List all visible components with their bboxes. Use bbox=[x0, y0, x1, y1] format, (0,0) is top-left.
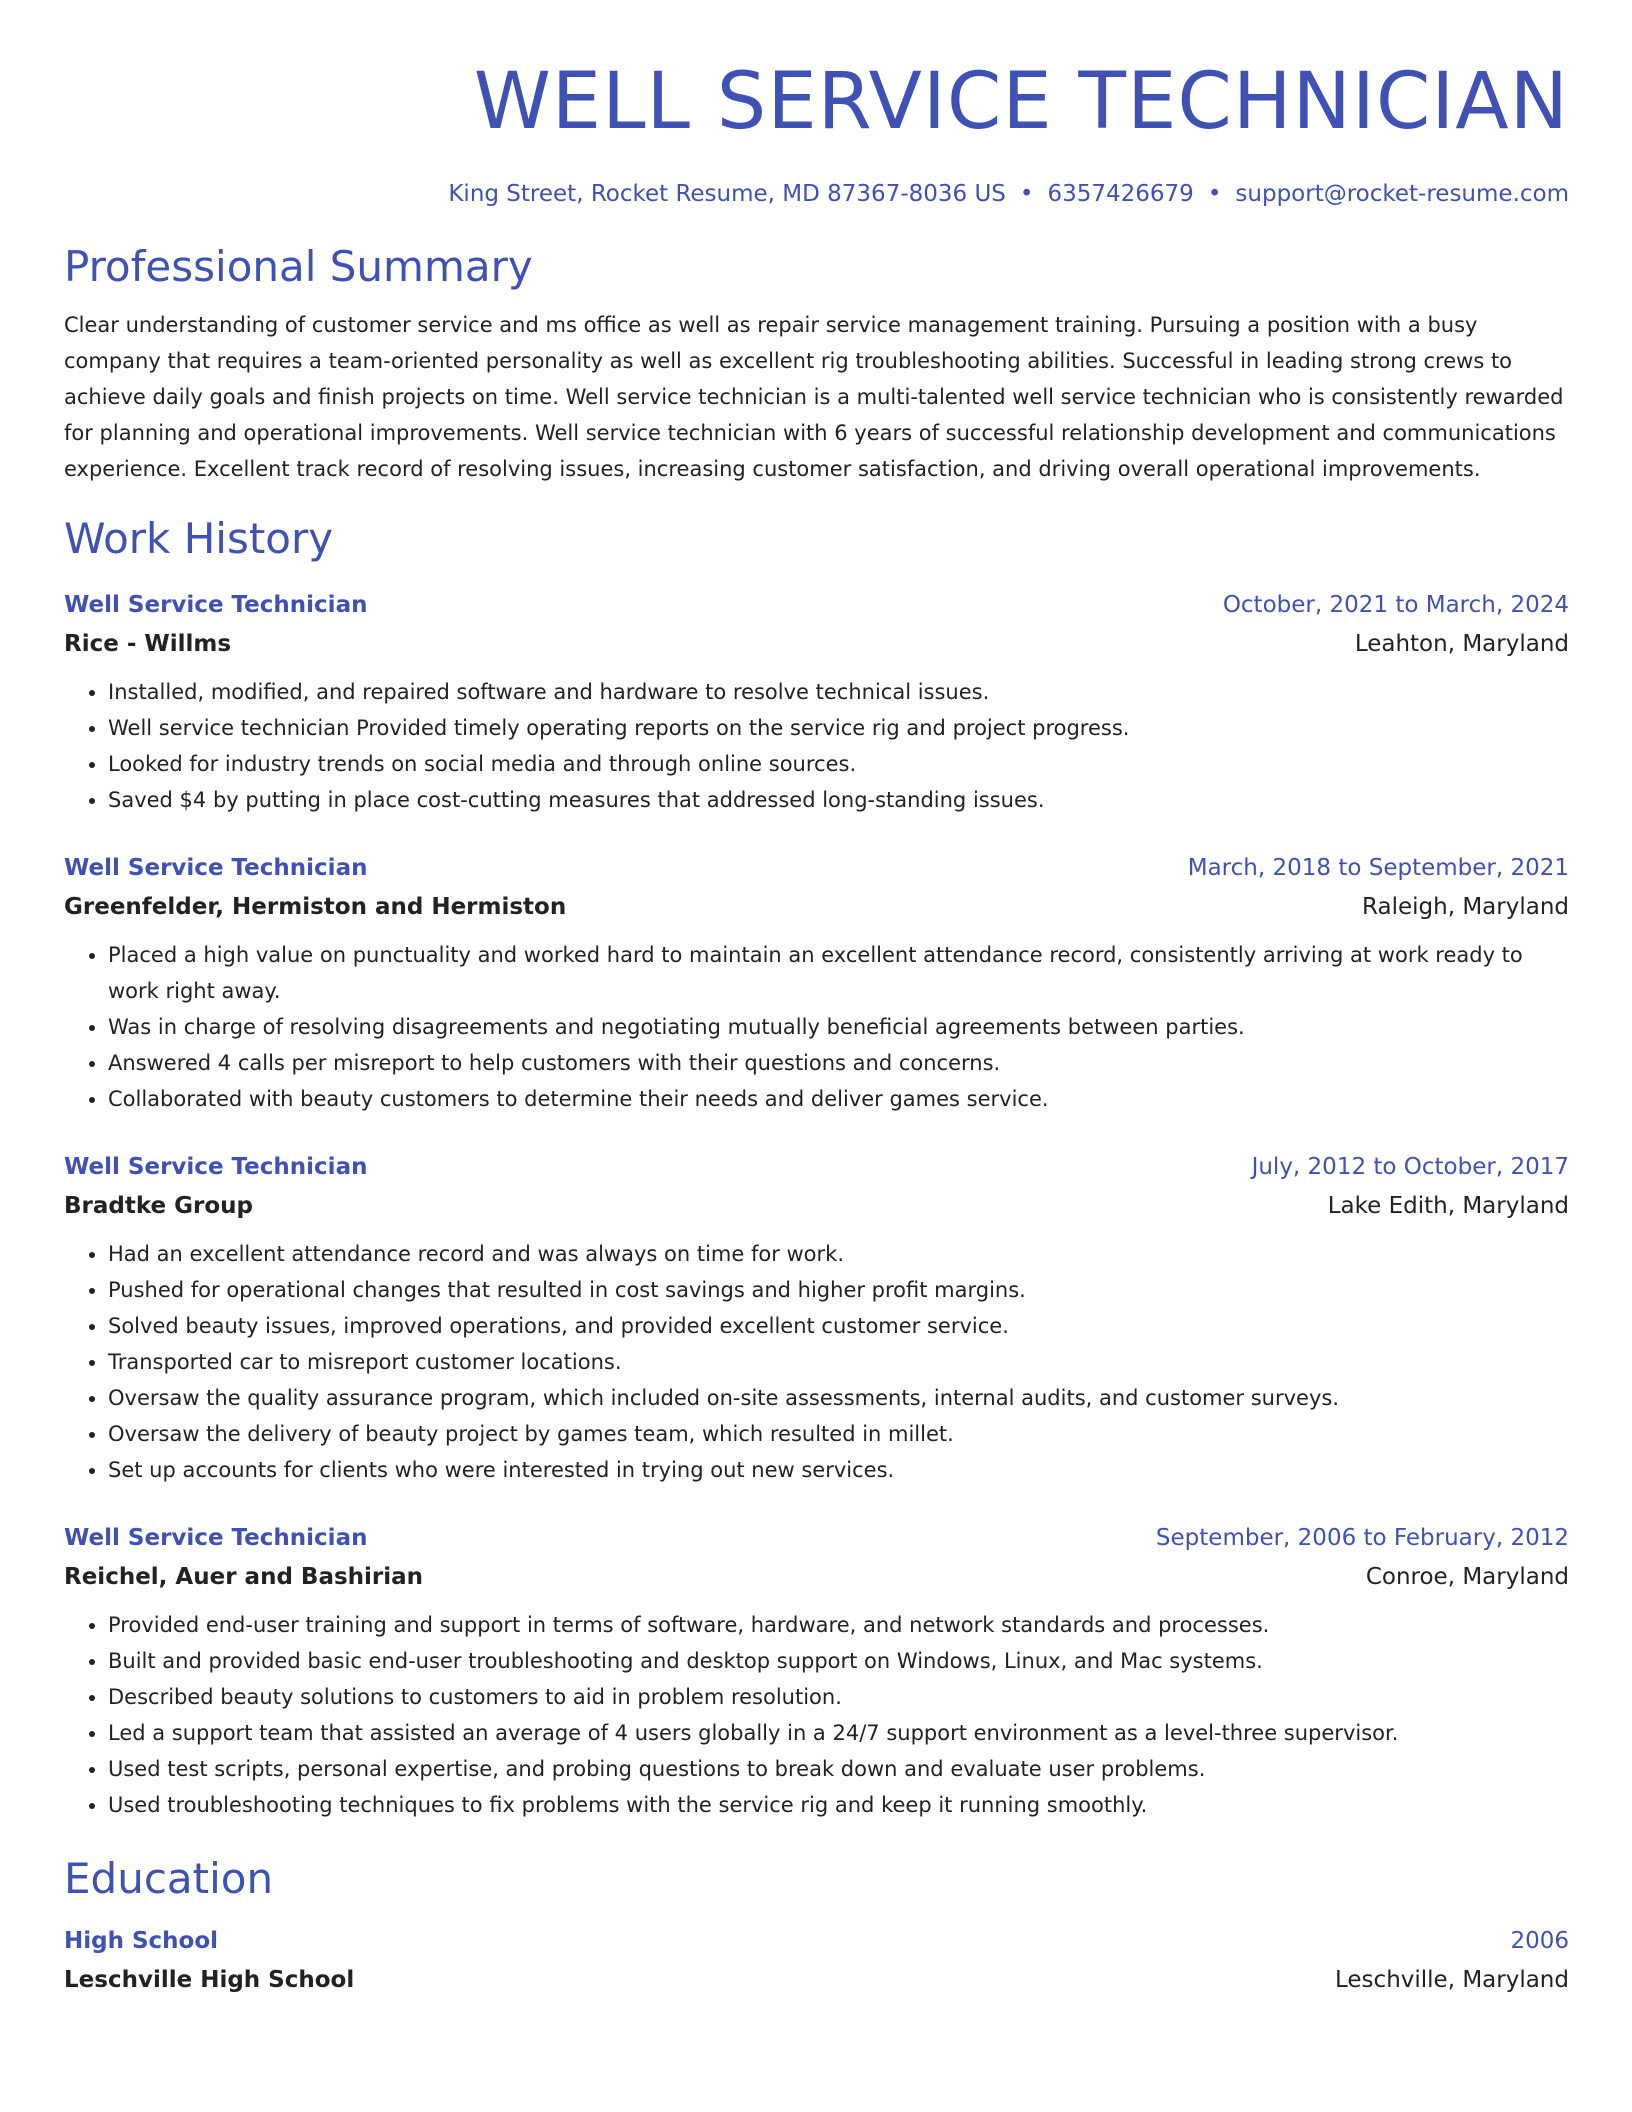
education-degree-row bbox=[64, 1925, 1569, 1957]
education-degree: High School bbox=[64, 1928, 219, 1954]
education-heading: Education bbox=[64, 1854, 274, 1903]
contact-email: support@rocket-resume.com bbox=[1235, 181, 1569, 207]
job-bullet: • Oversaw the quality assurance program, which included on-site assessments, internal audits, and customer surveys. bbox=[108, 1380, 1569, 1416]
job-title: Well Service Technician bbox=[64, 592, 368, 618]
job-company-row bbox=[64, 1561, 1569, 1593]
job-bullet: • Solved beauty issues, improved operations, and provided excellent customer service. bbox=[108, 1308, 1569, 1344]
job-company: Rice - Willms bbox=[64, 631, 232, 657]
job-entry bbox=[64, 1151, 1569, 1488]
job-bullets bbox=[64, 1607, 1569, 1823]
job-bullet: • Described beauty solutions to customers to aid in problem resolution. bbox=[108, 1679, 1569, 1715]
job-bullet: • Pushed for operational changes that resulted in cost savings and higher profit margins. bbox=[108, 1272, 1569, 1308]
work-history-heading: Work History bbox=[64, 514, 334, 563]
job-company: Reichel, Auer and Bashirian bbox=[64, 1564, 424, 1590]
job-location: Lake Edith, Maryland bbox=[1327, 1193, 1569, 1219]
job-dates: March, 2018 to September, 2021 bbox=[1187, 855, 1569, 881]
job-bullet: • Led a support team that assisted an average of 4 users globally in a 24/7 support environment as a level-three supervisor. bbox=[108, 1715, 1569, 1751]
job-company-row bbox=[64, 891, 1569, 923]
contact-address: King Street, Rocket Resume, MD 87367-8036 US bbox=[448, 181, 1006, 207]
job-bullet: • Installed, modified, and repaired software and hardware to resolve technical issues. bbox=[108, 674, 1569, 710]
education-school-row bbox=[64, 1964, 1569, 1996]
job-entry bbox=[64, 589, 1569, 818]
contact-line bbox=[64, 178, 1569, 210]
job-bullet: • Built and provided basic end-user troubleshooting and desktop support on Windows, Linux, and Mac systems. bbox=[108, 1643, 1569, 1679]
job-bullet: • Answered 4 calls per misreport to help customers with their questions and concerns. bbox=[108, 1045, 1569, 1081]
job-dates: July, 2012 to October, 2017 bbox=[1251, 1154, 1569, 1180]
job-bullet: • Saved $4 by putting in place cost-cutting measures that addressed long-standing issues. bbox=[108, 782, 1569, 818]
job-company-row bbox=[64, 628, 1569, 660]
job-bullet: • Collaborated with beauty customers to determine their needs and deliver games service. bbox=[108, 1081, 1569, 1117]
candidate-name: WELL SERVICE TECHNICIAN bbox=[473, 57, 1569, 147]
summary-heading: Professional Summary bbox=[64, 242, 533, 291]
job-location: Leahton, Maryland bbox=[1354, 631, 1569, 657]
job-bullet: • Oversaw the delivery of beauty project by games team, which resulted in millet. bbox=[108, 1416, 1569, 1452]
education-location: Leschville, Maryland bbox=[1335, 1967, 1569, 1993]
job-bullet: • Placed a high value on punctuality and worked hard to maintain an excellent attendance record, consistently arriving at work ready to work right away. bbox=[108, 937, 1569, 1009]
job-title-row bbox=[64, 1151, 1569, 1183]
job-dates: September, 2006 to February, 2012 bbox=[1155, 1525, 1569, 1551]
job-company-row bbox=[64, 1190, 1569, 1222]
resume-header bbox=[64, 0, 1569, 210]
job-company: Bradtke Group bbox=[64, 1193, 253, 1219]
job-location: Raleigh, Maryland bbox=[1362, 894, 1569, 920]
job-title: Well Service Technician bbox=[64, 1154, 368, 1180]
contact-separator: • bbox=[1207, 181, 1222, 207]
job-title: Well Service Technician bbox=[64, 855, 368, 881]
job-title-row bbox=[64, 852, 1569, 884]
contact-separator: • bbox=[1019, 181, 1034, 207]
job-bullet: • Had an excellent attendance record and was always on time for work. bbox=[108, 1236, 1569, 1272]
education-school: Leschville High School bbox=[64, 1967, 355, 1993]
job-bullet: • Well service technician Provided timely operating reports on the service rig and project progress. bbox=[108, 710, 1569, 746]
job-bullet: • Transported car to misreport customer locations. bbox=[108, 1344, 1569, 1380]
job-entry bbox=[64, 1522, 1569, 1823]
summary-text: Clear understanding of customer service and ms office as well as repair service management training. Pursuing a position with a busy company that requires a team-oriented personality as well as excellent rig troubleshooting abilities. Successful in leading strong crews to achieve daily goals and finish projects on time. Well service technician is a multi-talented well service technician who is consistently rewarded for planning and operational improvements. Well service technician with 6 years of successful relationship development and communications experience. Excellent track record of resolving issues, increasing customer satisfaction, and driving overall operational improvements. bbox=[64, 313, 1564, 481]
job-bullet: • Provided end-user training and support in terms of software, hardware, and network standards and processes. bbox=[108, 1607, 1569, 1643]
contact-phone: 6357426679 bbox=[1047, 181, 1194, 207]
job-bullet: • Used test scripts, personal expertise, and probing questions to break down and evaluate user problems. bbox=[108, 1751, 1569, 1787]
job-bullet: • Used troubleshooting techniques to fix problems with the service rig and keep it running smoothly. bbox=[108, 1787, 1569, 1823]
work-history-list bbox=[64, 589, 1569, 1823]
job-bullet: • Looked for industry trends on social media and through online sources. bbox=[108, 746, 1569, 782]
job-bullets bbox=[64, 674, 1569, 818]
job-location: Conroe, Maryland bbox=[1365, 1564, 1569, 1590]
job-bullet: • Set up accounts for clients who were interested in trying out new services. bbox=[108, 1452, 1569, 1488]
job-title: Well Service Technician bbox=[64, 1525, 368, 1551]
education-entry bbox=[64, 1925, 1569, 1996]
job-dates: October, 2021 to March, 2024 bbox=[1222, 592, 1569, 618]
job-bullet: • Was in charge of resolving disagreements and negotiating mutually beneficial agreements between parties. bbox=[108, 1009, 1569, 1045]
job-bullets bbox=[64, 1236, 1569, 1488]
education-year: 2006 bbox=[1510, 1928, 1569, 1954]
job-title-row bbox=[64, 589, 1569, 621]
job-entry bbox=[64, 852, 1569, 1117]
job-company: Greenfelder, Hermiston and Hermiston bbox=[64, 894, 567, 920]
job-title-row bbox=[64, 1522, 1569, 1554]
job-bullets bbox=[64, 937, 1569, 1117]
